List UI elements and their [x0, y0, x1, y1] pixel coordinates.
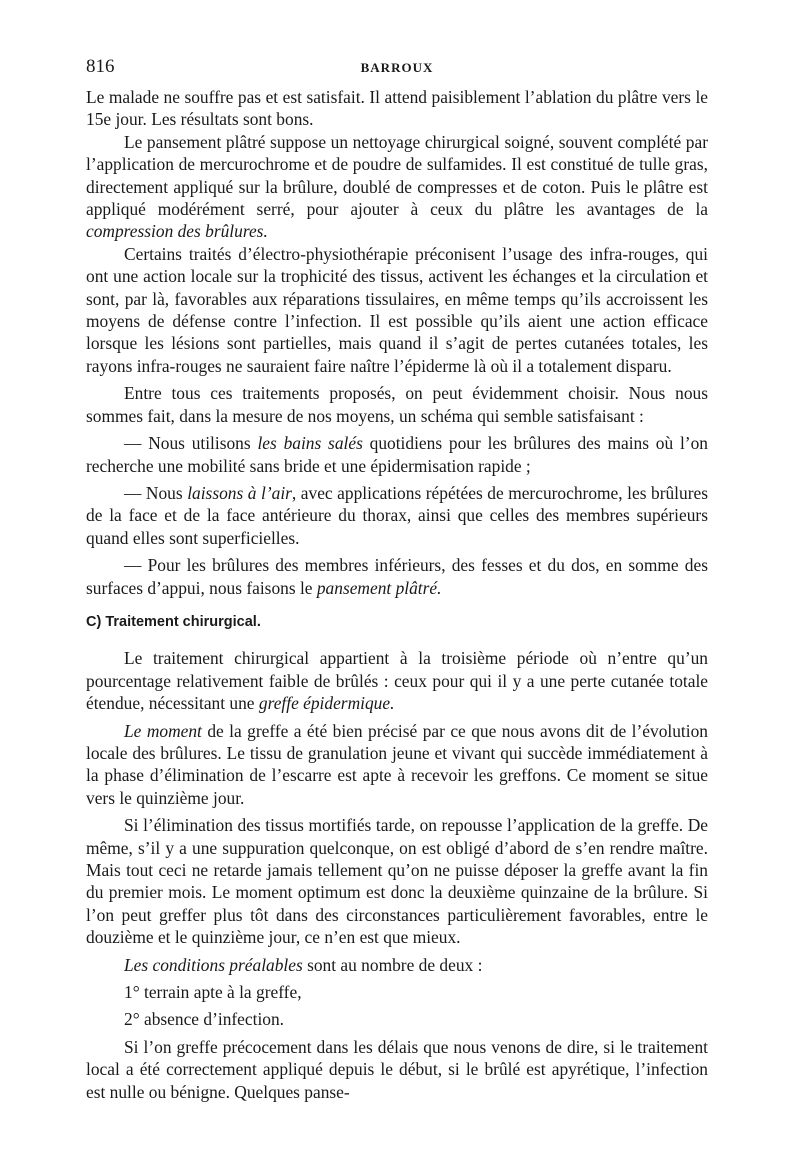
- paragraph: [86, 1036, 708, 1103]
- text-run: — Nous: [124, 482, 188, 503]
- paragraph: [86, 432, 708, 477]
- section-heading: [86, 611, 708, 633]
- body-text: [86, 86, 708, 1103]
- paragraph: [86, 382, 708, 427]
- text-run: — Pour les brûlures des membres inférieurs, des fesses et du dos, en somme des surfaces d’appui, nous faisons le: [86, 555, 708, 598]
- text-run: Si l’élimination des tissus mortifiés tarde, on repousse l’application de la greffe. De même, s’il y a une suppuration quelconque, on est obligé d’abord de s’en rendre maître. Mais tout ceci ne retarde jamais tellement qu’on ne puisse déposer la greffe avant la fin du premier mois. Le moment optimum est donc la deuxième quinzaine de la brûlure. Si l’on peut greffer plus tôt dans des circonstances particulièrement favorables, entre le douzième et le quinzième jour, ce n’en est que mieux.: [86, 815, 708, 948]
- text-run: Si l’on greffe précocement dans les délais que nous venons de dire, si le traitement local a été correctement appliqué depuis le début, si le brûlé est apyrétique, l’infection est nulle ou bénigne. Quelques panse-: [86, 1036, 708, 1102]
- italic-text: Le moment: [124, 720, 202, 741]
- italic-text: laissons à l’air: [187, 482, 292, 503]
- text-run: — Nous utilisons: [124, 433, 258, 454]
- text-run: 1° terrain apte à la greffe,: [124, 982, 302, 1003]
- italic-text: Les conditions préalables: [124, 954, 303, 975]
- text-run: , avec applications répétées de mercurochrome, les brûlures de la face et de la face antérieure du thorax, ainsi que celles des membres supérieurs quand elles sont superficielles.: [86, 482, 708, 548]
- page-header: [86, 56, 708, 86]
- text-run: de la greffe a été bien précisé par ce que nous avons dit de l’évolution locale des brûlures. Le tissu de granulation jeune et vivant qui succède immédiatement à la phase d’élimination de l’escarre est apte à recevoir les greffons. Ce moment se situe vers le quinzième jour.: [86, 720, 708, 808]
- paragraph: [86, 554, 708, 599]
- text-run: quotidiens pour les brûlures des mains où l’on recherche une mobilité sans bride et une épidermisation rapide ;: [86, 433, 708, 476]
- text-run: Entre tous ces traitements proposés, on peut évidemment choisir. Nous nous sommes fait, dans la mesure de nos moyens, un schéma qui semble satisfaisant :: [86, 383, 708, 426]
- paragraph: [86, 814, 708, 948]
- paragraph: [86, 647, 708, 714]
- text-run: Certains traités d’électro-physiothérapie préconisent l’usage des infra-rouges, qui ont une action locale sur la trophicité des tissus, activent les échanges et la circulation et sont, par là, favorables aux réparations tissulaires, en même temps qu’ils accroissent les moyens de défense contre l’infection. Il est possible qu’ils aient une action efficace lorsque les lésions sont partielles, mais quand il s’agit de pertes cutanées totales, les rayons infra-rouges ne sauraient faire naître l’épiderme là où il a totalement disparu.: [86, 243, 708, 376]
- text-run: sont au nombre de deux :: [302, 954, 483, 975]
- italic-text: greffe épidermique.: [258, 693, 395, 714]
- paragraph: [86, 482, 708, 549]
- text-run: Le pansement plâtré suppose un nettoyage chirurgical soigné, souvent complété par l’application de mercurochrome et de poudre de sulfamides. Il est constitué de tulle gras, directement appliqué sur la brûlure, doublé de compresses et de coton. Puis le plâtre est appliqué modérément serré, pour ajouter à ceux du plâtre les avantages de la: [86, 131, 708, 220]
- text-run: 2° absence d’infection.: [124, 1009, 285, 1030]
- list-item: [86, 981, 708, 1003]
- italic-text: pansement plâtré.: [316, 577, 442, 598]
- paragraph: [86, 131, 708, 243]
- paragraph: [86, 243, 708, 377]
- paragraph: [86, 954, 708, 976]
- paragraph: [86, 86, 708, 131]
- paragraph: [86, 720, 708, 810]
- list-item: [86, 1008, 708, 1030]
- page-number: 816: [86, 56, 115, 77]
- running-title: BARROUX: [360, 60, 434, 75]
- text-run: Le traitement chirurgical appartient à la troisième période où n’entre qu’un pourcentage relativement faible de brûlés : ceux pour qui il y a une perte cutanée totale étendue, nécessitant une: [86, 648, 708, 714]
- italic-text: les bains salés: [257, 433, 363, 454]
- text-run: Le malade ne souffre pas et est satisfait. Il attend paisiblement l’ablation du plâtre vers le 15e jour. Les résultats sont bons.: [86, 87, 708, 130]
- text-run: C) Traitement chirurgical.: [86, 613, 261, 630]
- italic-text: compression des brûlures.: [86, 221, 268, 242]
